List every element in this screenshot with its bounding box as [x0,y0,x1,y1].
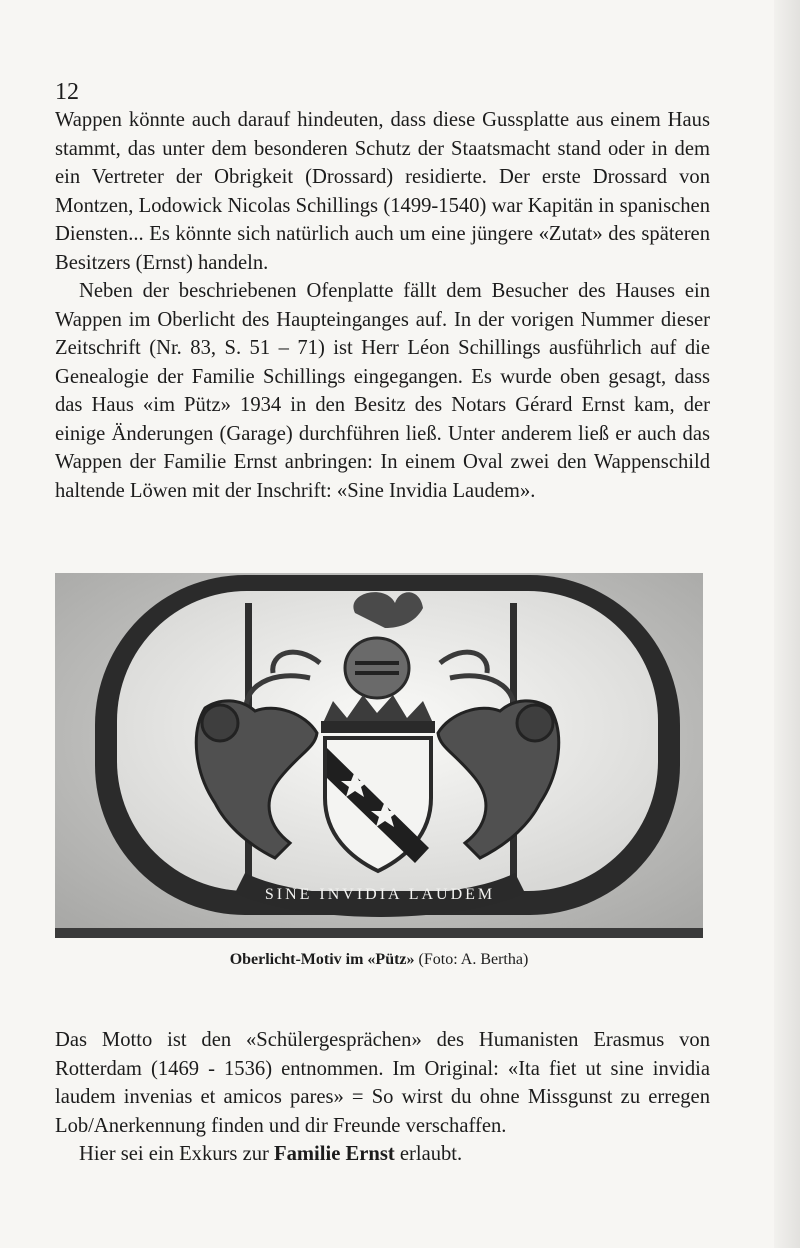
coat-of-arms-illustration [55,573,703,938]
page-edge-shadow [774,0,800,1248]
paragraph-motto: Das Motto ist den «Schülergesprächen» des Humanisten Erasmus von Rotterdam (1469 - 1536) entnommen. Im Original: «Ita fiet ut sine invidia laudem invenias et amicos pares» = So wirst du ohne Missgunst zu erregen Lob/Anerkennung finden und dir Freunde verschaffen. [55,1029,710,1137]
caption-title: Oberlicht-Motiv im «Pütz» [229,951,415,968]
text-block-bottom [55,1026,710,1169]
caption-credit: (Foto: A. Bertha) [414,951,529,968]
page-number: 12 [55,79,79,105]
coat-of-arms-photo [55,573,703,938]
excursus-lead: Hier sei ein Exkurs zur [79,1143,275,1165]
paragraph-excursus [55,1140,710,1169]
motto-text: SINE INVIDIA LAUDEM [264,886,496,903]
paragraph-continued: Wappen könnte auch darauf hindeuten, dass diese Gussplatte aus einem Haus stammt, das unter dem besonderen Schutz der Staatsmacht stand oder in dem ein Vertreter der Obrigkeit (Drossard) residierte. Der erste Drossard von Montzen, Lodowick Nicolas Schillings (1499-1540) war Kapitän in spanischen Diensten... Es könnte sich natürlich auch um eine jüngere «Zutat» des späteren Besitzers (Ernst) handeln. [55,109,710,274]
paragraph-coat-of-arms: Neben der beschriebenen Ofenplatte fällt dem Besucher des Hauses ein Wappen im Oberlicht des Haupteinganges auf. In der vorigen Nummer dieser Zeitschrift (Nr. 83, S. 51 – 71) ist Herr Léon Schillings ausführlich auf die Genealogie der Familie Schillings eingegangen. Es wurde oben gesagt, dass das Haus «im Pütz» 1934 in den Besitz des Notars Gérard Ernst kam, der einige Änderungen (Garage) durchführen ließ. Unter anderem ließ er auch das Wappen der Familie Ernst anbringen: In einem Oval zwei den Wappenschild haltende Löwen mit der Inschrift: «Sine Invidia Laudem». [55,280,710,502]
photo-caption [55,949,703,971]
excursus-tail: erlaubt. [394,1143,463,1165]
text-block-top [55,106,710,505]
excursus-family-name: Familie Ernst [274,1143,395,1165]
